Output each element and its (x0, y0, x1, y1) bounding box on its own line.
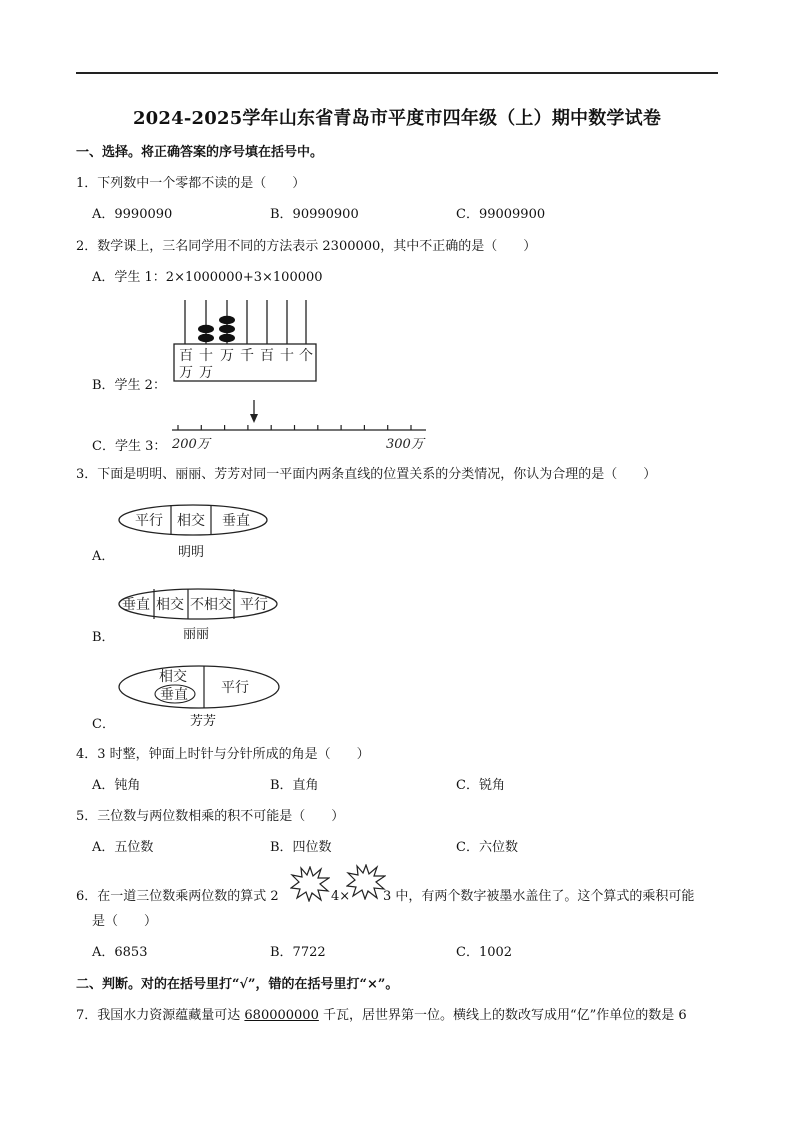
q4-option-b[interactable]: B．直角 (270, 778, 319, 793)
fangfang-inner-label: 垂直 (160, 687, 188, 703)
question-5-stem: 5．三位数与两位数相乘的积不可能是（ ） (76, 809, 345, 824)
abacus-label-qian: 千 (240, 348, 254, 364)
number-line-diagram (168, 398, 430, 454)
mingming-diagram (116, 503, 272, 537)
abacus-beads (198, 316, 235, 342)
lili-part-1: 垂直 (122, 597, 150, 613)
q6-option-b[interactable]: B．7722 (270, 945, 326, 960)
mingming-name: 明明 (178, 545, 205, 560)
ink-blot-icon-2 (346, 864, 386, 900)
lili-part-3: 不相交 (190, 597, 232, 613)
abacus-label-shiwan-2: 万 (199, 365, 213, 381)
section-heading-choice: 一、选择。将正确答案的序号填在括号中。 (76, 145, 324, 160)
q4-option-a[interactable]: A．钝角 (92, 778, 141, 793)
abacus-label-shi: 十 (280, 348, 294, 364)
question-6-stem-start: 6．在一道三位数乘两位数的算式 2 (76, 889, 279, 904)
q2-option-c[interactable]: C．学生 3： (92, 439, 167, 454)
mingming-part-1: 平行 (135, 513, 163, 529)
question-6-stem-mid: 4× (331, 889, 351, 904)
q5-option-b[interactable]: B．四位数 (270, 840, 332, 855)
q5-option-c[interactable]: C．六位数 (456, 840, 518, 855)
q6-option-c[interactable]: C．1002 (456, 945, 513, 960)
fangfang-diagram (116, 664, 284, 710)
lili-part-2: 相交 (156, 597, 184, 613)
q7-text-end: 千瓦，居世界第一位。横线上的数改写成用“亿”作单位的数是 6 (318, 1008, 687, 1023)
q7-text-start: 7．我国水力资源蕴藏量可达 (76, 1008, 245, 1023)
question-7-stem (76, 1007, 687, 1025)
q1-option-c[interactable]: C．99009900 (456, 207, 546, 222)
number-line-right-label: 300万 (386, 437, 424, 452)
question-3-stem: 3．下面是明明、丽丽、芳芳对同一平面内两条直线的位置关系的分类情况，你认为合理的是（ ） (76, 467, 657, 482)
q3-option-a[interactable]: A． (92, 549, 115, 564)
abacus-label-shiwan-1: 十 (199, 348, 213, 364)
q1-option-a[interactable]: A．9990090 (92, 207, 173, 222)
q7-underlined-number: 680000000 (244, 1008, 319, 1023)
ink-blot-icon (290, 866, 330, 902)
q2-option-b[interactable]: B．学生 2： (92, 378, 166, 393)
q6-option-a[interactable]: A．6853 (92, 945, 148, 960)
question-2-stem: 2．数学课上，三名同学用不同的方法表示 2300000，其中不正确的是（ ） (76, 239, 537, 254)
q1-option-b[interactable]: B．90990900 (270, 207, 359, 222)
mingming-part-2: 相交 (177, 513, 205, 529)
abacus-label-bai: 百 (260, 348, 274, 364)
abacus-label-baiwan-1: 百 (179, 348, 193, 364)
fangfang-outer-label: 相交 (159, 669, 187, 685)
q3-option-b[interactable]: B． (92, 630, 115, 645)
section-heading-judge: 二、判断。对的在括号里打“√”，错的在括号里打“×”。 (76, 977, 399, 992)
lili-name: 丽丽 (183, 627, 210, 642)
question-6-stem-end: 3 中，有两个数字被墨水盖住了。这个算式的乘积可能 (383, 889, 695, 904)
q3-option-c[interactable]: C． (92, 717, 115, 732)
header-rule (76, 72, 718, 74)
fangfang-right-label: 平行 (221, 680, 249, 696)
lili-diagram (116, 586, 282, 622)
question-4-stem: 4．3 时整，钟面上时针与分针所成的角是（ ） (76, 747, 370, 762)
abacus-label-wan: 万 (220, 348, 234, 364)
lili-part-4: 平行 (240, 597, 268, 613)
mingming-part-3: 垂直 (222, 513, 250, 529)
abacus-diagram (170, 298, 320, 384)
q2-option-a[interactable]: A．学生 1：2×1000000+3×100000 (92, 270, 323, 285)
q5-option-a[interactable]: A．五位数 (92, 840, 154, 855)
fangfang-name: 芳芳 (190, 714, 217, 729)
abacus-label-baiwan-2: 万 (179, 365, 193, 381)
abacus-label-ge: 个 (299, 348, 313, 364)
question-1-stem: 1．下列数中一个零都不读的是（ ） (76, 176, 306, 191)
number-line-left-label: 200万 (172, 437, 210, 452)
page-title: 2024-2025学年山东省青岛市平度市四年级（上）期中数学试卷 (132, 108, 662, 129)
question-6-stem-line2: 是（ ） (92, 914, 158, 929)
q4-option-c[interactable]: C．锐角 (456, 778, 505, 793)
